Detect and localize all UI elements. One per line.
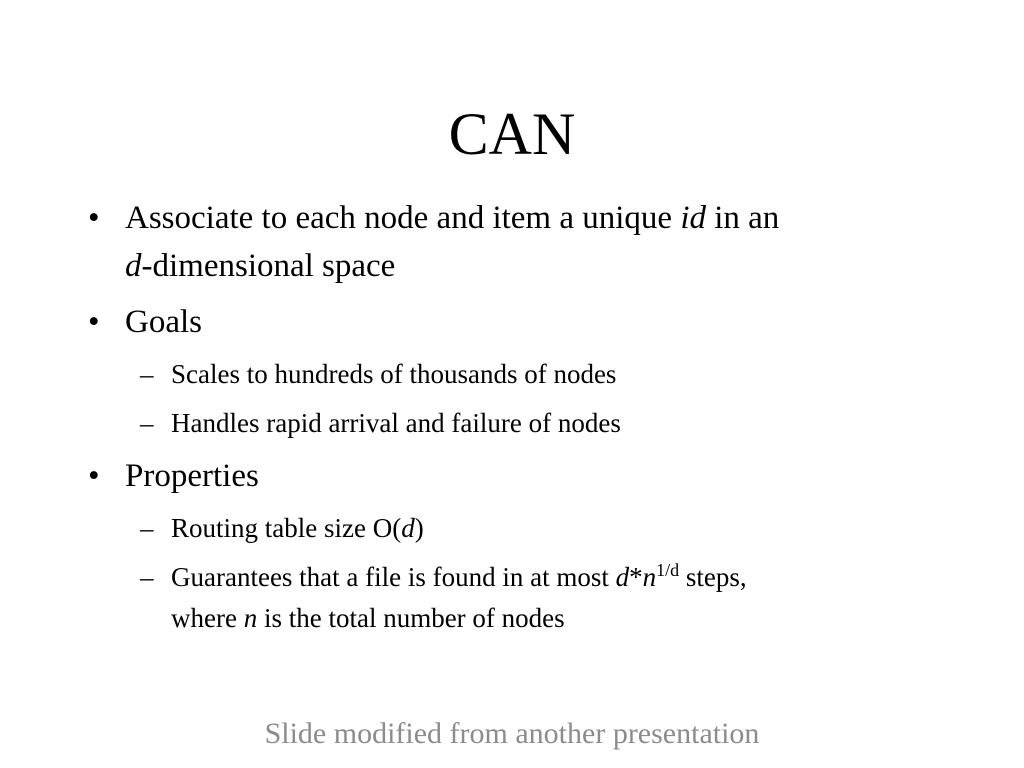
subitem-text-italic: n (642, 562, 657, 592)
subitem-text-part: Guarantees that a file is found in at most (171, 562, 616, 592)
slide-title: CAN (448, 101, 576, 167)
subitem-text-part: is the total number of nodes (257, 603, 565, 633)
bullet-item-associate (88, 194, 948, 290)
bullet-item-goals (88, 298, 948, 346)
bullet-marker: • (88, 458, 100, 494)
bullet-text: Properties (125, 458, 259, 494)
subitem-text-part: ) (414, 513, 424, 543)
bullet-text: Goals (125, 304, 202, 340)
subitem-text-part: Routing table size O( (171, 513, 402, 543)
subitem-text-part: * (629, 562, 643, 592)
subitem-text-part: steps, (679, 562, 747, 592)
dash-marker: – (140, 513, 154, 543)
bullet-marker: • (88, 304, 100, 340)
subitem-text-italic: n (243, 603, 258, 633)
subitem-handles (88, 403, 948, 444)
dash-marker: – (140, 408, 154, 438)
properties-subitems (88, 508, 948, 639)
slide-footer: Slide modified from another presentation (264, 717, 760, 750)
subitem-text: Scales to hundreds of thousands of nodes (171, 359, 617, 389)
bullet-text-part: Associate to each node and item a unique (125, 200, 681, 236)
subitem-superscript: 1/d (656, 560, 680, 580)
goals-subitems (88, 354, 948, 444)
subitem-text-italic: d (401, 513, 415, 543)
bullet-list (88, 194, 948, 647)
dash-marker: – (140, 562, 154, 592)
dash-marker: – (140, 359, 154, 389)
subitem-scales (88, 354, 948, 395)
subitem-text: Handles rapid arrival and failure of nodes (171, 408, 621, 438)
subitem-text-part: where (171, 603, 244, 633)
bullet-text-italic: id (680, 200, 706, 236)
bullet-text-italic: d (125, 248, 142, 284)
subitem-text-italic: d (615, 562, 630, 592)
bullet-item-properties (88, 452, 948, 500)
subitem-guarantees (88, 557, 948, 639)
subitem-routing (88, 508, 948, 549)
bullet-text-part: -dimensional space (141, 248, 396, 284)
bullet-marker: • (88, 200, 100, 236)
bullet-text-part: in an (705, 200, 780, 236)
